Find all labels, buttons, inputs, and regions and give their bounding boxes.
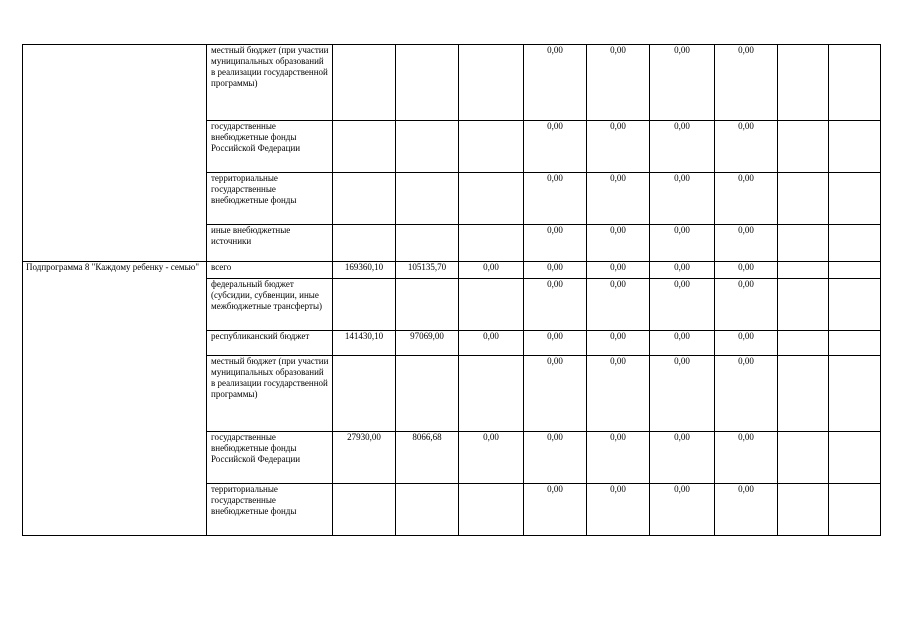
funding-source-cell: всего [207,262,333,279]
value-cell [333,121,396,173]
value-cell [829,484,881,536]
value-cell [829,121,881,173]
value-cell [396,225,459,262]
program-name-cell: Подпрограмма 8 "Каждому ребенку - семью" [23,262,207,536]
value-cell: 0,00 [650,121,715,173]
value-cell: 0,00 [524,432,587,484]
value-cell [778,484,829,536]
value-cell: 0,00 [715,262,778,279]
value-cell: 0,00 [650,225,715,262]
value-cell: 97069,00 [396,331,459,356]
value-cell [333,356,396,432]
value-cell: 0,00 [715,45,778,121]
funding-source-cell: государственные внебюджетные фонды Российской Федерации [207,432,333,484]
value-cell: 0,00 [587,121,650,173]
value-cell: 0,00 [524,279,587,331]
funding-source-cell: федеральный бюджет (субсидии, субвенции, иные межбюджетные трансферты) [207,279,333,331]
value-cell: 0,00 [524,484,587,536]
value-cell [829,432,881,484]
value-cell [778,432,829,484]
value-cell: 0,00 [524,121,587,173]
value-cell [459,45,524,121]
value-cell [333,484,396,536]
value-cell: 0,00 [459,331,524,356]
value-cell: 0,00 [524,262,587,279]
program-name-cell [23,45,207,262]
value-cell: 0,00 [650,356,715,432]
value-cell: 0,00 [715,432,778,484]
value-cell: 0,00 [524,331,587,356]
value-cell: 0,00 [715,173,778,225]
value-cell: 0,00 [650,331,715,356]
value-cell [333,173,396,225]
value-cell [459,484,524,536]
value-cell [396,173,459,225]
funding-source-cell: местный бюджет (при участии муниципальных образований в реализации государственной программы) [207,356,333,432]
value-cell [396,121,459,173]
value-cell: 0,00 [650,279,715,331]
value-cell: 0,00 [524,173,587,225]
value-cell [778,279,829,331]
value-cell [459,356,524,432]
value-cell: 0,00 [715,331,778,356]
value-cell [778,225,829,262]
value-cell [778,356,829,432]
value-cell: 105135,70 [396,262,459,279]
table-body [23,45,881,536]
value-cell: 0,00 [715,225,778,262]
value-cell [829,331,881,356]
value-cell: 0,00 [587,173,650,225]
value-cell: 0,00 [587,225,650,262]
funding-source-cell: территориальные государственные внебюджетные фонды [207,484,333,536]
value-cell [333,45,396,121]
value-cell: 0,00 [715,356,778,432]
value-cell [829,173,881,225]
value-cell [778,121,829,173]
value-cell: 0,00 [587,356,650,432]
value-cell [396,484,459,536]
value-cell: 0,00 [524,356,587,432]
table-row [23,45,881,121]
value-cell [459,121,524,173]
value-cell: 0,00 [715,121,778,173]
funding-source-cell: местный бюджет (при участии муниципальных образований в реализации государственной программы) [207,45,333,121]
value-cell [829,45,881,121]
value-cell [459,173,524,225]
value-cell [778,173,829,225]
value-cell [396,279,459,331]
value-cell [829,262,881,279]
value-cell: 0,00 [459,432,524,484]
value-cell: 0,00 [587,484,650,536]
funding-source-cell: территориальные государственные внебюджетные фонды [207,173,333,225]
value-cell: 0,00 [524,225,587,262]
value-cell: 0,00 [650,173,715,225]
value-cell [778,45,829,121]
value-cell: 0,00 [650,432,715,484]
value-cell: 0,00 [587,262,650,279]
value-cell: 141430,10 [333,331,396,356]
value-cell [829,225,881,262]
value-cell: 0,00 [715,484,778,536]
value-cell [396,45,459,121]
value-cell [333,225,396,262]
value-cell [829,279,881,331]
value-cell [778,331,829,356]
value-cell: 0,00 [650,262,715,279]
value-cell: 0,00 [587,279,650,331]
value-cell: 0,00 [459,262,524,279]
value-cell: 0,00 [587,432,650,484]
funding-source-cell: иные внебюджетные источники [207,225,333,262]
value-cell: 0,00 [650,45,715,121]
value-cell: 0,00 [587,45,650,121]
value-cell [459,279,524,331]
value-cell [778,262,829,279]
value-cell: 0,00 [715,279,778,331]
value-cell: 0,00 [587,331,650,356]
table-row [23,262,881,279]
value-cell [333,279,396,331]
value-cell: 8066,68 [396,432,459,484]
budget-table [22,44,881,536]
value-cell: 27930,00 [333,432,396,484]
funding-source-cell: государственные внебюджетные фонды Российской Федерации [207,121,333,173]
value-cell [829,356,881,432]
value-cell: 169360,10 [333,262,396,279]
value-cell [459,225,524,262]
value-cell: 0,00 [524,45,587,121]
value-cell [396,356,459,432]
funding-source-cell: республиканский бюджет [207,331,333,356]
value-cell: 0,00 [650,484,715,536]
